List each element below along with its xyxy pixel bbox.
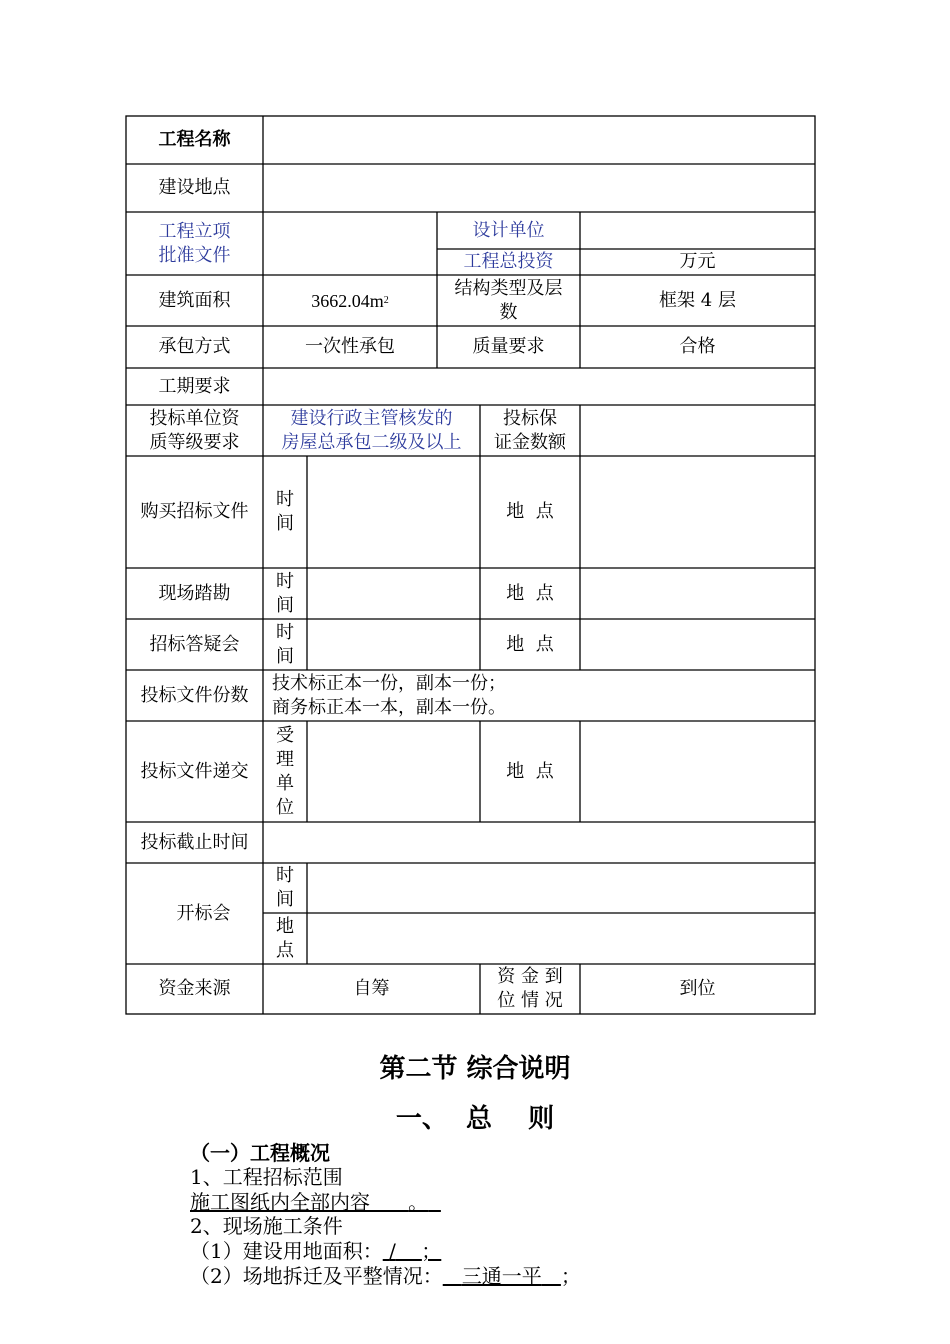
submission-place-label: 地 点 <box>506 760 554 782</box>
funds-status-label: 资 金 到 位 情 况 <box>497 966 563 1011</box>
site-visit-place-label: 地 点 <box>506 582 554 604</box>
qa-meeting-time-label: 时 间 <box>276 621 294 667</box>
item-2-2-label: （2）场地拆迁及平整情况： <box>190 1264 443 1288</box>
item-1-value: 施工图纸内全部内容 <box>190 1190 370 1214</box>
floor-area-number: 3662.04m <box>311 290 384 311</box>
site-visit-time-label: 时 间 <box>276 570 294 616</box>
funding-value: 自筹 <box>353 978 390 999</box>
buy-docs-time-label: 时 间 <box>276 489 294 534</box>
design-unit-label: 设计单位 <box>472 219 545 241</box>
bidder-qual-label: 投标单位资 质等级要求 <box>149 407 240 453</box>
floor-area-label: 建筑面积 <box>158 289 231 311</box>
quality-label: 质量要求 <box>472 336 545 357</box>
structure-label: 结构类型及层数 <box>454 277 563 323</box>
copies-value: 技术标正本一份，副本一份； 商务标正本一本，副本一份。 <box>272 672 506 718</box>
funding-label: 资金来源 <box>158 978 231 999</box>
opening-place-label: 地 点 <box>276 915 294 961</box>
item-2-2-tail: ； <box>560 1264 581 1288</box>
item-1-value-line <box>190 1190 441 1215</box>
total-investment-label: 工程总投资 <box>463 251 554 272</box>
buy-docs-place-label: 地 点 <box>506 501 554 522</box>
item-2-1-gap2 <box>396 1239 421 1263</box>
contract-mode-label: 承包方式 <box>158 336 231 357</box>
receiver-label: 受 理 单 位 <box>276 724 294 818</box>
item-1: 1、工程招标范围 <box>190 1165 343 1189</box>
contract-mode-value: 一次性承包 <box>305 336 395 357</box>
item-1-gap2 <box>428 1190 441 1214</box>
item-1-tail: 。 <box>408 1190 429 1214</box>
submission-label: 投标文件递交 <box>140 760 249 782</box>
deadline-label: 投标截止时间 <box>140 831 249 853</box>
item-2-2-gap <box>443 1264 462 1288</box>
item-2: 2、现场施工条件 <box>190 1214 343 1238</box>
item-1-gap <box>370 1190 408 1214</box>
approval-doc-label: 工程立项 批准文件 <box>158 220 231 266</box>
section-title: 第二节 综合说明 <box>379 1054 571 1084</box>
copies-label: 投标文件份数 <box>140 684 249 706</box>
item-2-2-line <box>190 1264 581 1289</box>
opening-time-label: 时 间 <box>276 865 294 910</box>
floor-area-value: 3662.04m 2 <box>311 290 389 311</box>
bidder-qual-value: 建设行政主管核发的 房屋总承包二级及以上 <box>281 407 462 453</box>
item-2-1-value: / <box>389 1239 396 1263</box>
item-2-1-tail: ； <box>421 1239 442 1263</box>
structure-value: 框架 4 层 <box>659 289 736 311</box>
item-2-1-line <box>190 1239 441 1264</box>
item-2-2-value: 三通一平 <box>461 1264 542 1288</box>
qa-meeting-place-label: 地 点 <box>506 633 554 655</box>
qa-meeting-label: 招标答疑会 <box>149 633 240 655</box>
duration-label: 工期要求 <box>158 375 231 397</box>
buy-docs-label: 购买招标文件 <box>140 501 249 522</box>
site-label: 建设地点 <box>158 177 231 198</box>
subsection-title: （一）工程概况 <box>190 1141 330 1165</box>
item-2-1-label: （1）建设用地面积： <box>190 1239 383 1263</box>
bid-bond-label: 投标保 证金数额 <box>494 407 566 453</box>
opening-label: 开标会 <box>176 902 231 924</box>
section-subtitle: 一、 总 则 <box>395 1104 555 1134</box>
item-2-2-gap2 <box>542 1264 561 1288</box>
quality-value: 合格 <box>679 336 716 357</box>
project-name-label: 工程名称 <box>158 129 231 150</box>
investment-unit: 万元 <box>679 251 716 272</box>
funds-status-value: 到位 <box>679 978 716 999</box>
site-visit-label: 现场踏勘 <box>158 582 231 604</box>
